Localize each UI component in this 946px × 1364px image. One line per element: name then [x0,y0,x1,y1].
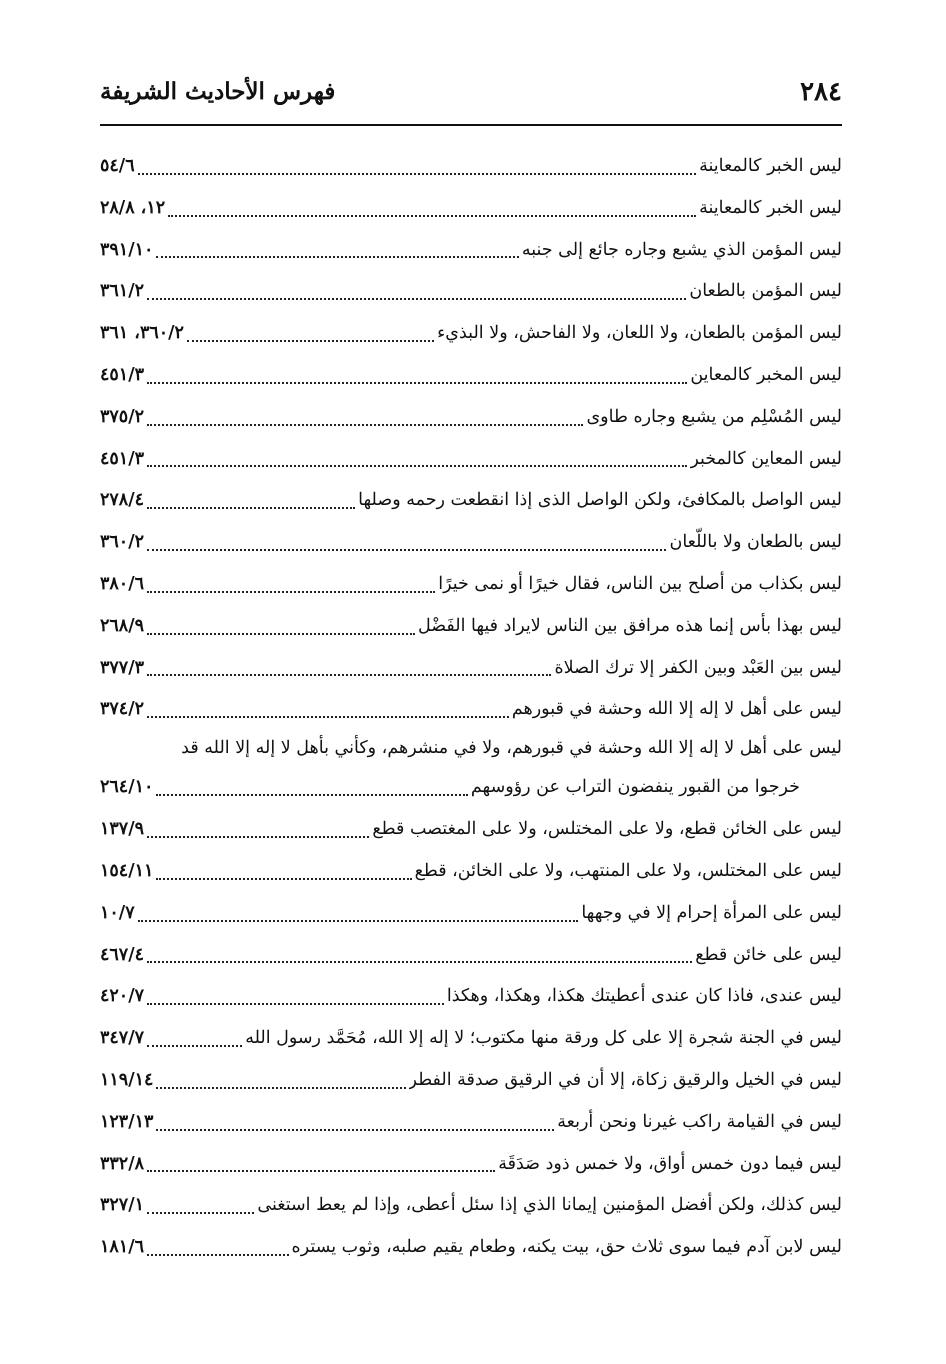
dot-leader [156,793,467,796]
hadith-text: ليس المُسْلِم من يشبع وجاره طاوى [586,406,842,427]
volume-page-ref: ١٠/٧ [100,902,135,923]
dot-leader [147,835,369,838]
index-entry [100,1227,842,1269]
dot-leader [147,464,687,467]
index-entry [100,893,842,935]
hadith-text: ليس الخبر كالمعاينة [699,197,842,218]
dot-leader [147,1169,495,1172]
index-entry [100,1060,842,1102]
index-entry [100,355,842,397]
index-entry [100,146,842,188]
index-entry [100,230,842,272]
dot-leader [156,877,411,880]
hadith-text: ليس في القيامة راكب غيرنا ونحن أربعة [557,1111,842,1132]
index-entry [100,480,842,522]
hadith-text: ليس على أهل لا إله إلا الله وحشة في قبورهم [511,699,842,720]
index-entry [100,976,842,1018]
volume-page-ref: ٣٨٠/٦ [100,573,144,594]
page-header [100,72,842,112]
dot-leader [147,1211,254,1214]
hadith-text: ليس على المرأة إحرام إلا في وجهها [581,902,842,923]
hadith-text: ليس لابن آدم فيما سوى ثلاث حق، بيت يكنه، وطعام يقيم صلبه، وثوب يستره [291,1237,842,1258]
index-entry [100,606,842,648]
index-entry-continuation [100,765,842,809]
index-entry [100,851,842,893]
volume-page-ref: ٣٩١/١٠ [100,239,154,260]
volume-page-ref: ٢٦٨/٩ [100,615,144,636]
index-entry [100,689,842,731]
hadith-text: ليس بالطعان ولا باللّعان [669,532,842,553]
hadith-text: ليس على أهل لا إله إلا الله وحشة في قبورهم، ولا في منشرهم، وكأني بأهل لا إله إلا الله قد [181,738,842,759]
volume-page-ref: ٢٦٤/١٠ [100,777,154,798]
volume-page-ref: ٣٦١/٢ [100,281,144,302]
dot-leader [187,339,434,342]
hadith-text: ليس على المختلس، ولا على المنتهب، ولا على الخائن، قطع [414,860,842,881]
volume-page-ref: ٥٤/٦ [100,156,135,176]
volume-page-ref: ٣٢٧/١ [100,1195,144,1216]
index-entry [100,935,842,977]
volume-page-ref: ٣٦٠/٢ [100,532,144,553]
volume-page-ref: ١٨١/٦ [100,1237,144,1258]
dot-leader [147,1044,242,1047]
volume-page-ref: ٤٦٧/٤ [100,944,144,965]
volume-page-ref: ١٢٣/١٣ [100,1111,154,1132]
hadith-text: ليس المعاين كالمخبر [690,448,842,469]
volume-page-ref: ١٢، ٢٨/٨ [100,197,166,218]
volume-page-ref: ١٥٤/١١ [100,860,154,881]
index-entry [100,564,842,606]
dot-leader [138,919,579,922]
dot-leader [147,673,551,676]
hadith-text: ليس بكذاب من أصلح بين الناس، فقال خيرًا أو نمى خيرًا [438,573,842,594]
volume-page-ref: ٢٧٨/٤ [100,490,144,511]
hadith-text: ليس المخبر كالمعاين [690,364,842,385]
dot-leader [147,715,509,718]
volume-page-ref: ٣٤٧/٧ [100,1028,144,1049]
hadith-index-list [100,146,842,1269]
dot-leader [168,214,696,217]
hadith-text: ليس بين العَبْد وبين الكفر إلا ترك الصلاة [554,657,842,678]
index-entry [100,397,842,439]
dot-leader [147,1253,289,1256]
hadith-text: ليس المؤمن بالطعان، ولا اللعان، ولا الفاحش، ولا البذيء [437,323,842,344]
volume-page-ref: ١٣٧/٩ [100,819,144,840]
hadith-text: ليس الواصل بالمكافئ، ولكن الواصل الذى إذا انقطعت رحمه وصلها [358,490,842,511]
index-entry [100,1018,842,1060]
volume-page-ref: ٤٥١/٣ [100,448,144,469]
volume-page-ref: ٣٧٤/٢ [100,699,144,720]
hadith-text: ليس عندى، فاذا كان عندى أعطيتك هكذا، وهكذا، وهكذا [446,986,842,1007]
volume-page-ref: ١١٩/١٤ [100,1069,154,1090]
volume-page-ref: ٣٧٥/٢ [100,406,144,427]
index-entry [100,439,842,481]
hadith-text: ليس بهذا بأس إنما هذه مرافق بين الناس لايراد فيها الفَضْل [417,615,842,636]
hadith-text: ليس على خائن قطع [695,944,842,965]
hadith-text: ليس كذلك، ولكن أفضل المؤمنين إيمانا الذي إذا سئل أعطى، وإذا لم يعط استغنى [257,1195,842,1216]
index-entry [100,731,842,765]
volume-page-ref: ٤٥١/٣ [100,364,144,385]
hadith-text: خرجوا من القبور ينفضون التراب عن رؤوسهم [470,777,800,798]
index-entry [100,1185,842,1227]
dot-leader [147,423,583,426]
dot-leader [156,1128,554,1131]
index-entry [100,271,842,313]
dot-leader [156,255,518,258]
hadith-text: ليس فيما دون خمس أواق، ولا خمس ذود صَدَقَة [498,1153,842,1174]
index-entry [100,1144,842,1186]
page-number: ٢٨٤ [800,77,842,107]
dot-leader [147,590,435,593]
header-divider [100,124,842,126]
hadith-text: ليس في الجنة شجرة إلا على كل ورقة منها مكتوب؛ لا إله إلا الله، مُحَمَّد رسول الله [245,1028,842,1049]
volume-page-ref: ٣٦٠/٢، ٣٦١ [100,323,184,344]
index-entry [100,313,842,355]
index-entry [100,188,842,230]
dot-leader [147,960,692,963]
dot-leader [147,381,687,384]
dot-leader [138,172,697,175]
dot-leader [147,632,415,635]
dot-leader [147,297,686,300]
dot-leader [147,548,666,551]
volume-page-ref: ٤٢٠/٧ [100,986,144,1007]
volume-page-ref: ٣٣٢/٨ [100,1153,144,1174]
index-entry [100,809,842,851]
volume-page-ref: ٣٧٧/٣ [100,657,144,678]
hadith-text: ليس الخبر كالمعاينة [699,156,842,176]
index-entry [100,1102,842,1144]
dot-leader [156,1086,405,1089]
index-entry [100,648,842,690]
hadith-text: ليس على الخائن قطع، ولا على المختلس، ولا على المغتصب قطع [372,819,842,840]
dot-leader [147,506,355,509]
dot-leader [147,1002,444,1005]
page-title: فهرس الأحاديث الشريفة [100,78,336,105]
hadith-text: ليس المؤمن الذي يشبع وجاره جائع إلى جنبه [521,239,842,260]
index-entry [100,522,842,564]
hadith-text: ليس المؤمن بالطعان [689,281,842,302]
hadith-text: ليس في الخيل والرقيق زكاة، إلا أن في الرقيق صدقة الفطر [408,1069,842,1090]
